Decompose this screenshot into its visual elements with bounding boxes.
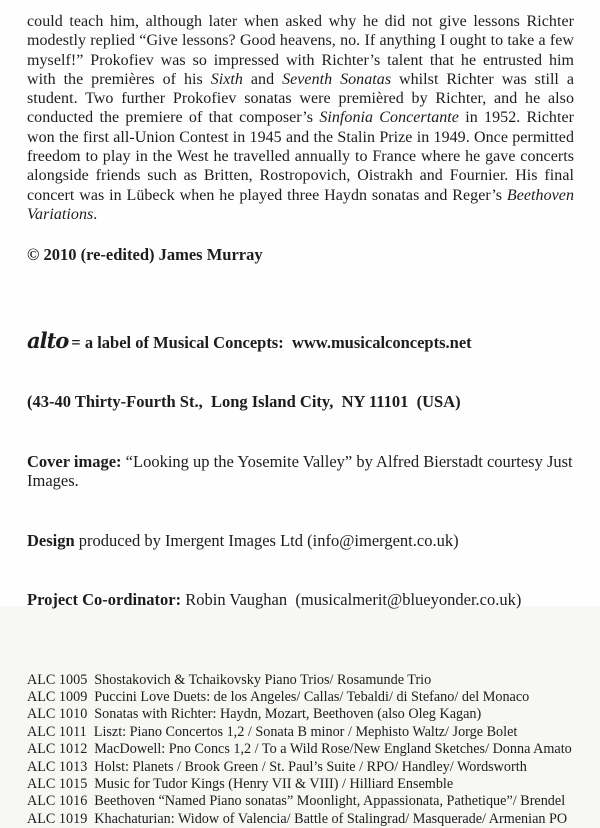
- catalog-number: ALC 1012: [27, 741, 88, 758]
- catalog-number: ALC 1016: [27, 793, 88, 810]
- catalog-number: ALC 1011: [27, 723, 87, 740]
- catalog-title: Beethoven “Named Piano sonatas” Moonlight, Appassionata, Pathetique”/ Brendel: [94, 793, 566, 810]
- catalog-row: [27, 793, 574, 810]
- label-line: [27, 327, 574, 353]
- catalog-title: Khachaturian: Widow of Valencia/ Battle of Stalingrad/ Masquerade/ Armenian PO: [94, 810, 568, 827]
- catalog-row: [27, 741, 574, 758]
- catalog-row: [27, 689, 574, 706]
- catalog-title: Liszt: Piano Concertos 1,2 / Sonata B minor / Mephisto Waltz/ Jorge Bolet: [93, 723, 518, 740]
- text-segment: Design: [27, 530, 75, 550]
- text-segment: Robin Vaughan (musicalmerit@blueyonder.co.uk): [181, 590, 522, 610]
- catalog-row: [27, 706, 574, 723]
- text-segment: Seventh Sonatas: [282, 70, 392, 88]
- text-segment: “Looking up the Yosemite Valley” by Alfred Bierstadt courtesy Just Images.: [27, 451, 577, 491]
- catalog-title: Sonatas with Richter: Haydn, Mozart, Beethoven (also Oleg Kagan): [94, 706, 482, 723]
- text-segment: .: [93, 205, 98, 223]
- text-segment: Cover image:: [27, 451, 126, 471]
- text-segment: Sixth: [210, 70, 243, 88]
- catalog-title: MacDowell: Pno Concs 1,2 / To a Wild Rose/New England Sketches/ Donna Amato: [94, 741, 572, 758]
- catalog-row: [27, 724, 574, 741]
- catalog-row: [27, 672, 574, 689]
- biography-paragraph: [27, 12, 574, 224]
- catalog-number: ALC 1019: [27, 810, 88, 827]
- catalog-number: ALC 1013: [27, 758, 88, 775]
- catalog-number: ALC 1009: [27, 689, 88, 706]
- cover-image-credit: [27, 451, 577, 492]
- text-segment: could teach him, although later when asked why he did not give lessons Richter modestly replied “Give lessons? Good heavens, no. If anything I ought to take a few myself!” Prokofiev was so impressed with Richter’s talent that he entrusted him with the premières of his: [27, 13, 574, 88]
- catalog-title: Shostakovich & Tchaikovsky Piano Trios/ Rosamunde Trio: [94, 671, 432, 688]
- catalog-list: [27, 672, 574, 828]
- text-segment: in 1952. Richter won the first all-Union Contest in 1945 and the Stalin Prize in 1949. Once permitted freedom to play in the West he travelled annually to France where he gave concerts alongside friends such as Britten, Rostropovich, Oistrakh and Fournier. His final concert was in Lübeck when he played three Haydn sonatas and Reger’s: [27, 109, 574, 204]
- text-segment: Beethoven Variations: [27, 186, 574, 223]
- catalog-row: [27, 776, 574, 793]
- catalog-number: ALC 1010: [27, 706, 88, 723]
- catalog-number: ALC 1005: [27, 671, 88, 688]
- catalog-title: Puccini Love Duets: de los Angeles/ Callas/ Tebaldi/ di Stefano/ del Monaco: [94, 689, 530, 706]
- catalog-title: Music for Tudor Kings (Henry VII & VIII) / Hilliard Ensemble: [94, 776, 454, 793]
- catalog-title: Holst: Planets / Brook Green / St. Paul’s Suite / RPO/ Handley/ Wordsworth: [94, 758, 527, 775]
- text-segment: Sinfonia Concertante: [319, 109, 459, 127]
- label-credits-block: [27, 291, 577, 649]
- alto-logo: alto: [27, 327, 69, 353]
- coordinator-credit: [27, 590, 574, 610]
- text-segment: produced by Imergent Images Ltd (info@imergent.co.uk): [74, 530, 459, 550]
- text-segment: Project Co-ordinator:: [27, 590, 182, 610]
- text-segment: and: [242, 70, 283, 88]
- catalog-number: ALC 1015: [27, 776, 88, 793]
- address-line: (43-40 Thirty-Fourth St., Long Island City, NY 11101 (USA): [27, 392, 461, 412]
- catalog-row: [27, 811, 574, 828]
- catalog-row: [27, 759, 574, 776]
- copyright-line: © 2010 (re-edited) James Murray: [27, 245, 263, 265]
- text-segment: whilst Richter was still a student. Two further Prokofiev sonatas were premièred by Richter, and he also conducted the premiere of that composer’s: [27, 70, 575, 127]
- label-line-text: = a label of Musical Concepts: www.musicalconcepts.net: [71, 332, 472, 352]
- design-credit: [27, 531, 574, 551]
